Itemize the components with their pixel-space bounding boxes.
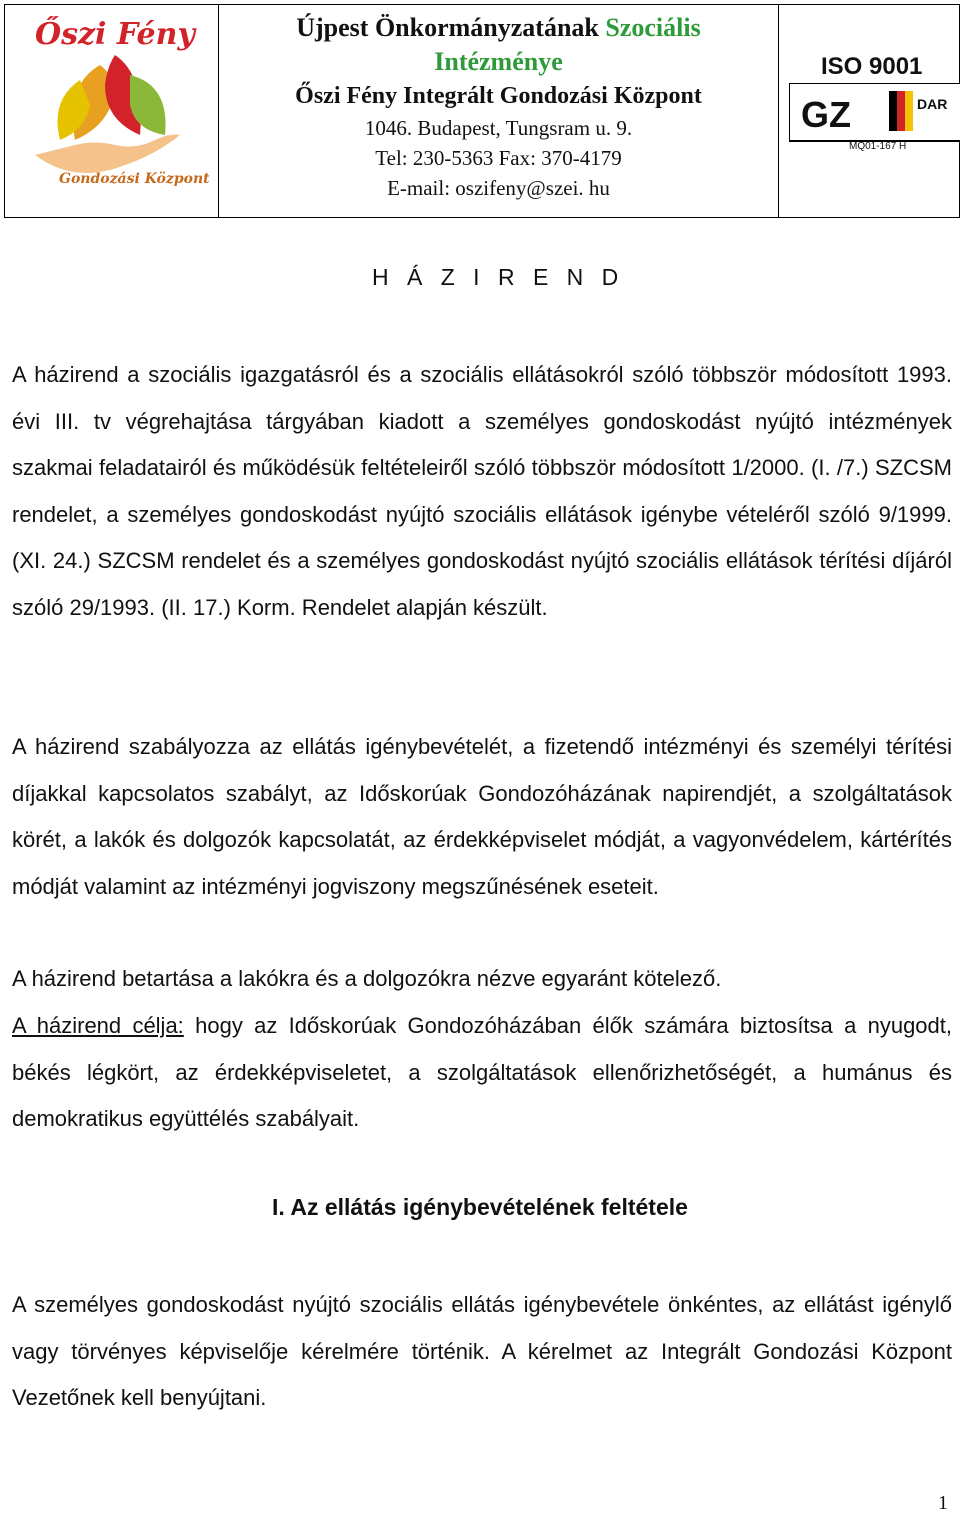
paragraph-purpose [12, 1003, 952, 1143]
org-name-line2: Intézménye [434, 47, 563, 76]
oszi-feny-logo [5, 5, 219, 217]
logo-title: Őszi Fény [35, 17, 195, 52]
svg-text:GZ: GZ [801, 94, 851, 135]
iso-certification-logo [779, 5, 959, 217]
purpose-lead: A házirend célja: [12, 1013, 184, 1038]
org-name-line1 [219, 11, 778, 45]
phone-fax: Tel: 230-5363 Fax: 370-4179 [375, 146, 622, 170]
svg-text:DAR: DAR [917, 96, 948, 112]
center-name: Őszi Fény Integrált Gondozási Központ [295, 83, 702, 109]
paragraph-scope: A házirend szabályozza az ellátás igénybevételét, a fizetendő intézményi és személyi térítési díjakkal kapcsolatos szabályt, az Időskorúak Gondozóházának napirendjét, a szolgáltatások körét, a lakók és dolgozók kapcsolatát, az érdekképviselet módját, a vagyonvédelem, kártérítés módját valamint az intézményi jogviszony megszűnésének eseteit. [12, 734, 952, 899]
paragraph-obligation: A házirend betartása a lakókra és a dolgozókra nézve egyaránt kötelező. [12, 966, 722, 991]
address: 1046. Budapest, Tungsram u. 9. [364, 116, 633, 140]
certificate-code: MQ01-167 H [849, 141, 907, 152]
email: E-mail: oszifeny@szei. hu [387, 176, 610, 200]
certification-mark-icon [789, 83, 960, 143]
section-heading: I. Az ellátás igénybevételének feltétele [272, 1194, 688, 1220]
document-title: H Á Z I R E N D [372, 264, 625, 290]
organization-info [219, 5, 779, 217]
paragraph-application: A személyes gondoskodást nyújtó szociális ellátás igénybevétele önkéntes, az ellátást igénylő vagy törvényes képviselője kérelmére történik. A kérelmet az Integrált Gondozási Központ Vezetőnek kell benyújtani. [12, 1292, 952, 1410]
purpose-text: hogy az Időskorúak Gondozóházában élők számára biztosítsa a nyugodt, békés légkört, az érdekképviseletet, a szolgáltatások ellenőrizhetőségét, a humánus és demokratikus együttélés szabályait. [12, 1013, 953, 1131]
paragraph-legal-basis: A házirend a szociális igazgatásról és a szociális ellátásokról szóló többször módosított 1993. évi III. tv végrehajtása tárgyában kiadott a személyes gondoskodást nyújtó intézmények szakmai feladatairól és működésük feltételeiről szóló többször módosított 1/2000. (I. /7.) SZCSM rendelet, a személyes gondoskodást nyújtó szociális ellátások igénybe vételéről szóló 9/1999. (XI. 24.) SZCSM rendelet és a személyes gondoskodást nyújtó szociális ellátások térítési díjáról szóló 29/1993. (II. 17.) Korm. Rendelet alapján készült. [12, 362, 952, 620]
org-name-part1: Újpest Önkormányzatának [296, 13, 599, 42]
letterhead [4, 4, 960, 218]
org-name-part2: Szociális [605, 13, 701, 42]
page-number: 1 [938, 1492, 948, 1514]
logo-subtitle: Gondozási Központ [59, 171, 210, 187]
iso-title: ISO 9001 [821, 53, 923, 80]
